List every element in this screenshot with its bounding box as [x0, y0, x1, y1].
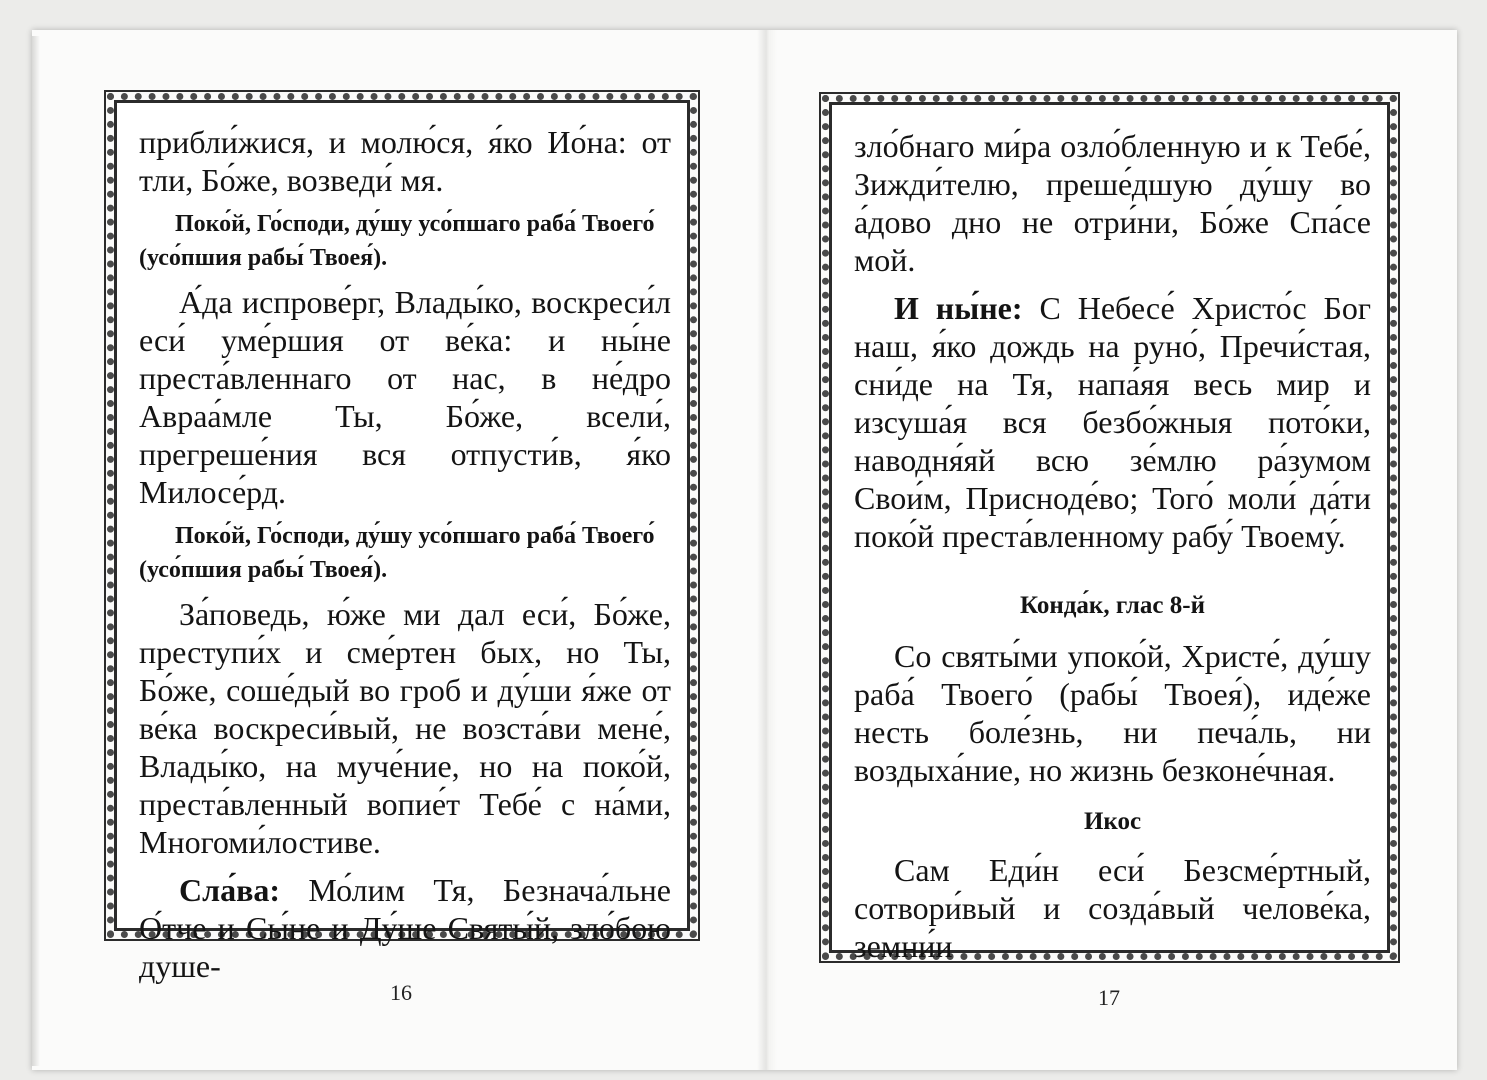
- kondak-heading: Конда́к, глас 8-й: [1019, 592, 1206, 619]
- left-response-2: Поко́й, Го́споди, ду́шу усо́пшаго раба́ Твоего́ (усо́пшия рабы́ Твоея́).: [139, 523, 655, 583]
- left-troparion-3-text: За́поведь, ю́же ми дал еси́, Бо́же, преступи́х и сме́ртен бых, но Ты, Бо́же, соше́дый во гроб и ду́ши я́же от ве́ка воскреси́вый, не возста́ви мене́, Влады́ко, на муче́ние, но на поко́й, преста́вленный вопие́т Тебе́ с на́ми, Многоми́лостиве.: [139, 596, 671, 860]
- right-inyne-paragraph: [854, 289, 1371, 555]
- left-slava-paragraph: [139, 871, 671, 985]
- inyne-label: И ны́не:: [894, 290, 1023, 326]
- left-page-number: 16: [390, 980, 412, 1005]
- slava-text: Мо́лим Тя, Безнача́льне О́тче и Сы́не и Ду́ше Святы́й, зло́бою душе-: [139, 872, 672, 984]
- left-troparion-2: А́да испрове́рг, Влады́ко, воскреси́л еси́ уме́ршия от ве́ка: и ны́не преста́вленнаго от нас, в не́дро Авраа́мле Ты, Бо́же, всели́, прегреше́ния вся отпусти́в, я́ко Милосе́рд.: [139, 284, 671, 510]
- page-edge: [32, 36, 40, 1066]
- right-opening-text: зло́бнаго ми́ра озло́бленную и к Тебе́, Зижди́телю, преше́дшую ду́шу во а́дово дно не отри́ни, Бо́же Спа́се мой.: [854, 128, 1371, 278]
- ikos-text: Сам Еди́н еси́ Безсме́ртный, сотвори́вый и созда́вый челове́ка, земни́и: [854, 852, 1371, 964]
- right-page-ornamental-frame: [829, 102, 1390, 964]
- left-page-text: [139, 117, 672, 984]
- left-response-1: Поко́й, Го́споди, ду́шу усо́пшаго раба́ Твоего́ (усо́пшия рабы́ Твоея́).: [139, 211, 655, 271]
- book-spine: [757, 30, 777, 1070]
- left-opening-text: прибли́жися, и молю́ся, я́ко Ио́на: от тли, Бо́же, возведи́ мя.: [139, 124, 671, 198]
- left-page-ornamental-frame: [114, 100, 690, 984]
- book-spread: [32, 30, 1457, 1070]
- right-page-text: [854, 119, 1372, 964]
- inyne-text: С Небесе́ Христо́с Бог наш, я́ко дождь на руно́, Пречи́стая, сни́де на Тя, напа́яя весь мир и изсуша́я вся безбо́жныя пото́ки, наводня́яй всю зе́млю ра́зумом Свои́м, Присноде́во; Того́ моли́ да́ти поко́й преста́вленному рабу́ Твоему́.: [854, 290, 1372, 554]
- right-page-number: 17: [1098, 985, 1120, 1010]
- left-troparion-3: [139, 595, 671, 861]
- slava-label: Сла́ва:: [179, 872, 280, 908]
- kondak-text: Со святы́ми упоко́й, Христе́, ду́шу раба́ Твоего́ (рабы́ Твоея́), иде́же несть боле́знь, ни печа́ль, ни воздыха́ние, но жизнь безконе́чная.: [854, 638, 1371, 788]
- ikos-heading: Икос: [1083, 808, 1142, 835]
